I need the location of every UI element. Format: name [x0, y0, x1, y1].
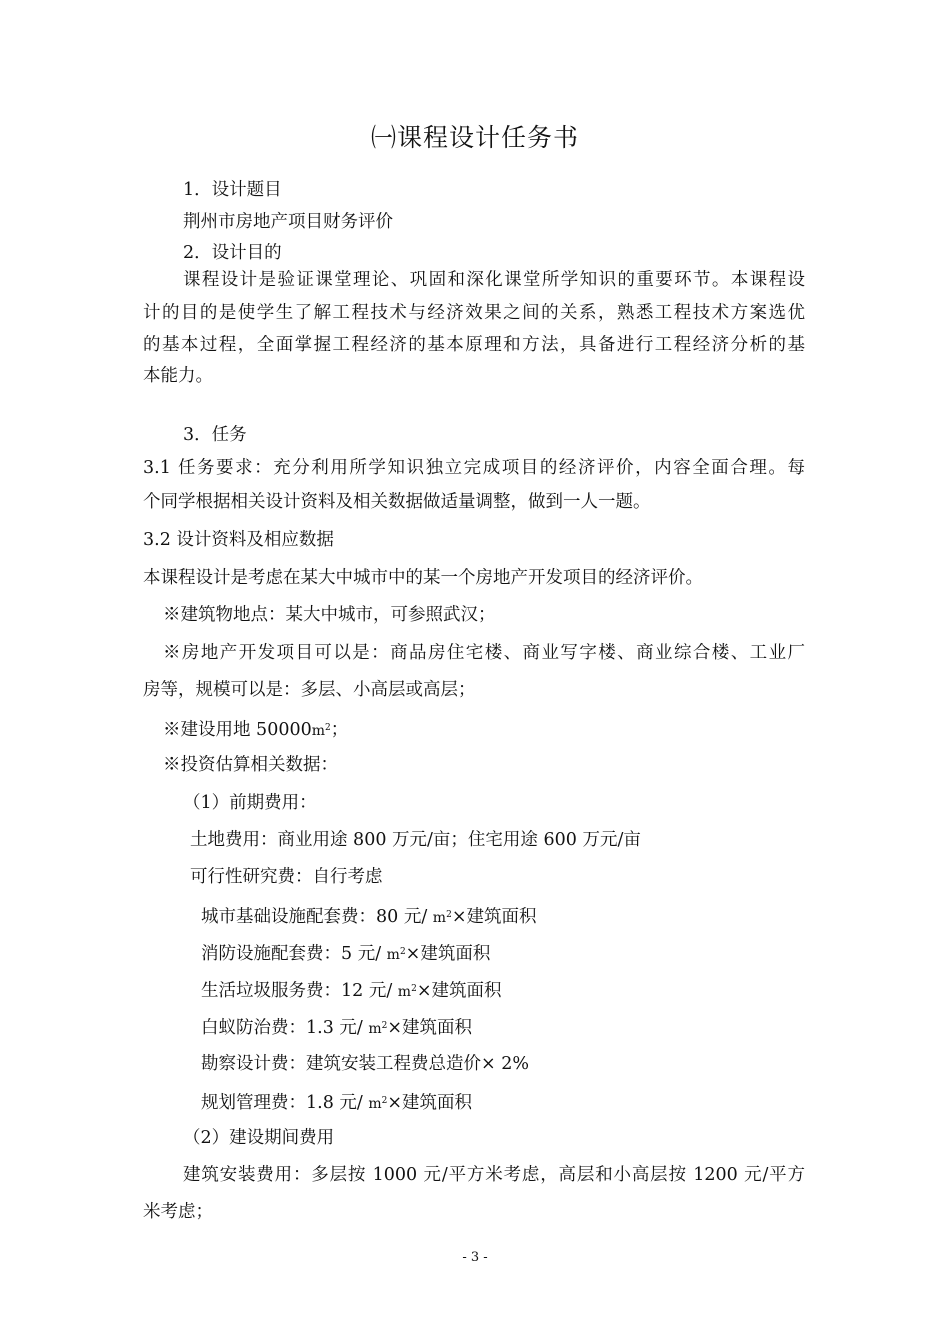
section-3-heading: 3．任务 — [183, 425, 247, 445]
preliminary-cost-heading: （1）前期费用： — [183, 793, 317, 813]
construction-period-heading: （2）建设期间费用 — [183, 1128, 335, 1148]
fee-item: 消防设施配套费：5 元/ $m^2\times$建筑面积 — [201, 944, 491, 964]
installation-cost-line: 米考虑； — [143, 1202, 213, 1222]
section-1-heading: 1．设计题目 — [183, 180, 282, 200]
investment-heading: ※投资估算相关数据： — [163, 755, 338, 775]
page-number: - 3 - — [462, 1250, 488, 1265]
purpose-line: 的基本过程，全面掌握工程经济的基本原理和方法，具备进行工程经济分析的基 — [143, 335, 805, 355]
construction-land: ※建设用地 $50000m^2$； — [163, 720, 349, 740]
fee-item: 生活垃圾服务费：12 元/ $m^2\times$建筑面积 — [201, 981, 502, 1001]
task-requirement-line: 3.1 任务要求：充分利用所学知识独立完成项目的经济评价，内容全面合理。每 — [143, 458, 805, 478]
building-location: ※建筑物地点：某大中城市，可参照武汉； — [163, 605, 496, 625]
purpose-line: 本能力。 — [143, 366, 213, 386]
project-type-line: 房等，规模可以是：多层、小高层或高层； — [143, 680, 476, 700]
installation-cost-line: 建筑安装费用：多层按 1000 元/平方米考虑，高层和小高层按 1200 元/平方 — [183, 1165, 805, 1185]
design-topic: 荆州市房地产项目财务评价 — [183, 212, 393, 232]
section-3-2-heading: 3.2 设计资料及相应数据 — [143, 530, 334, 550]
section-3-2-intro: 本课程设计是考虑在某大中城市中的某一个房地产开发项目的经济评价。 — [143, 568, 703, 588]
fee-item: 城市基础设施配套费：80 元/ $m^2\times$建筑面积 — [201, 907, 537, 927]
planning-fee: 规划管理费：1.8 元/ $m^2\times$建筑面积 — [201, 1093, 473, 1113]
feasibility-fee: 可行性研究费：自行考虑 — [190, 867, 383, 887]
task-requirement-line: 个同学根据相关设计资料及相关数据做适量调整，做到一人一题。 — [143, 492, 651, 512]
project-type-line: ※房地产开发项目可以是：商品房住宅楼、商业写字楼、商业综合楼、工业厂 — [163, 643, 805, 663]
purpose-line: 计的目的是使学生了解工程技术与经济效果之间的关系，熟悉工程技术方案选优 — [143, 303, 805, 323]
section-2-heading: 2．设计目的 — [183, 243, 282, 263]
page-title: ㈠课程设计任务书 — [370, 123, 579, 152]
land-fee: 土地费用：商业用途 800 万元/亩；住宅用途 600 万元/亩 — [190, 830, 641, 850]
purpose-line: 课程设计是验证课堂理论、巩固和深化课堂所学知识的重要环节。本课程设 — [183, 270, 805, 290]
fee-item: 白蚁防治费：1.3 元/ $m^2\times$建筑面积 — [201, 1018, 473, 1038]
survey-design-fee: 勘察设计费：建筑安装工程费总造价× 2% — [201, 1054, 529, 1074]
